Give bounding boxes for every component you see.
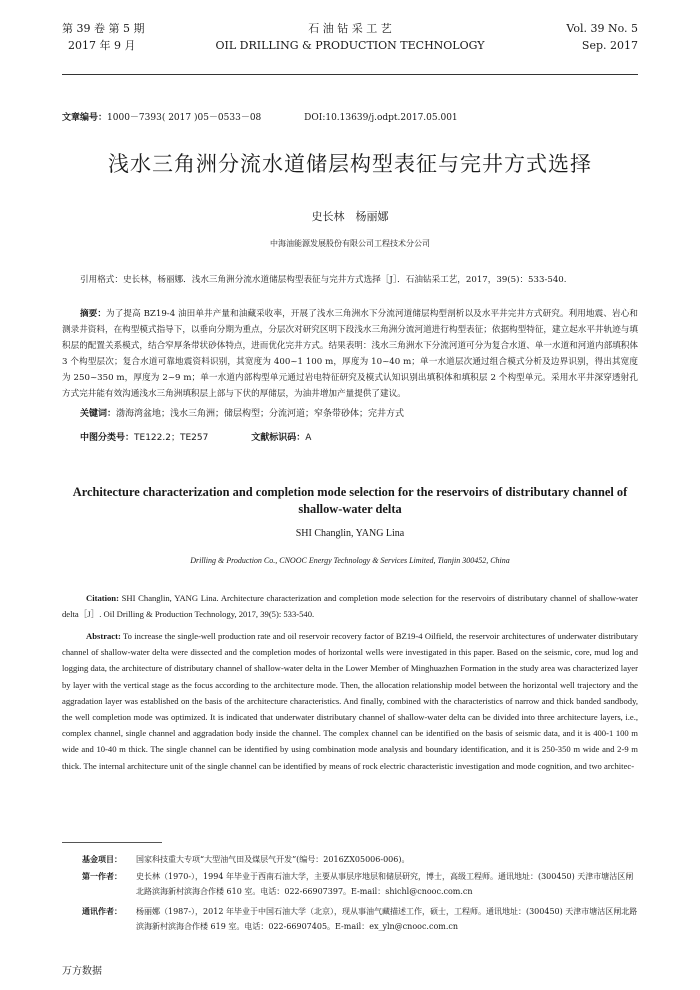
affiliation-cn: 中海油能源发展股份有限公司工程技术分公司 <box>270 239 430 248</box>
article-no-label: 文章编号： <box>62 113 108 123</box>
keywords-cn-text: 渤海湾盆地；浅水三角洲；储层构型；分流河道；窄条带砂体；完井方式 <box>116 409 405 419</box>
classification-cn <box>80 430 638 446</box>
abstract-en-text: To increase the single-well production rate and oil reservoir recovery factor of BZ19-4 Oilfield, the reservoir architectures of underwater distributary channel of shallow-water delta were dissected and the completion modes of horizontal wells were investigated in this paper. Based on the seismic, core, mud log and logging data, the architecture of distributary channel of shallow-water delta in the Lower Member of Minghuazhen Formation in the study area was characterized layer by layer with the vertical stage as the focus according to the architecture mode. Then, the allocation relationship model between the horizontal well trajectory and the aggradation layer was established on the basis of the architecture characteristics. And finally, combined with the characteristics of narrow and thick banded sandbody, the well completion mode was optimized. It is indicated that underwater distributary channel of shallow-water delta can be divided into three architecture layers, i.e., complex channel, single channel and aggradation body inside the channel. The complex channel can be identified on the basis of seismic data, and it is 400-1 100 m wide and 10-40 m thick. The single channel can be identified by using combination mode analysis and boundary identification, and it is 250-350 m wide and 2-9 m thick. The internal architecture unit of the single channel can be identified by means of rock electric characteristic investigation and mode cognition, and two architec- <box>62 631 638 771</box>
footnote-rule <box>62 842 162 843</box>
abstract-en-label: Abstract: <box>86 631 121 641</box>
date-en: Sep. 2017 <box>581 39 638 52</box>
title-cn: 浅水三角洲分流水道储层构型表征与完井方式选择 <box>108 152 592 176</box>
abstract-cn-text: 为了提高 BZ19-4 油田单井产量和油藏采收率，开展了浅水三角洲水下分流河道储层构型剖析以及水平井完井方式研究。利用地震、岩心和测录井资料，在构型模式指导下，以垂向分期为重点，分层次对研究区明下段浅水三角洲分流河道进行构型表征；依据构型特征，建立起水平井轨迹与填积层的配置关系模式，结合窄厚条带状砂体特点，进而优化完井方式。结果表明：浅水三角洲水下分流河道可分为复合水道、单一水道和河道内部填积体 3 个构型层次；复合水道可靠地震资料识别，其宽度为 400~1 100 m，厚度为 10~40 m；单一水道层次通过组合模式分析及边界识别，得出其宽度为 250~350 m，厚度为 2~9 m；单一水道内部构型单元通过岩电特征研究及模式认知识别出填积体和填积层 2 个构型单元。采用水平井深穿透射孔方式完井能有效沟通浅水三角洲填积层上部与下伏的厚储层，为油井增加产量提供了建议。 <box>62 309 638 399</box>
abstract-cn <box>62 306 638 402</box>
first-author-label: 第一作者： <box>82 872 122 881</box>
citation-en-text: SHI Changlin, YANG Lina. Architecture characterization and completion mode selection for the reservoirs of distributary channel of shallow-water delta［J］. Oil Drilling & Production Technology, 2017, 39(5): 533-540. <box>62 593 638 620</box>
first-author-text: 史长林（1970-），1994 年毕业于西南石油大学，主要从事层序地层和储层研究，博士，高级工程师。通讯地址：(300450) 天津市塘沽区闸北路滨海新村滨海合作楼 610 室。电话：022-66907397。E-mail：shichl@cnooc.com.cn <box>136 872 634 896</box>
doc-code-label: 文献标识码： <box>251 433 306 443</box>
header-right <box>566 20 638 54</box>
header-rule <box>62 74 638 75</box>
corresponding-author-text: 杨丽娜（1987-），2012 年毕业于中国石油大学（北京），现从事油气藏描述工作，硕士，工程师。通讯地址：(300450) 天津市塘沽区闸北路滨海新村滨海合作楼 619 室。电话：022-66907405。E-mail：ex_yln@cnooc.com.cn <box>136 907 638 931</box>
authors-en: SHI Changlin, YANG Lina <box>295 528 405 539</box>
wanfang-watermark: 万方数据 <box>62 966 102 977</box>
abstract-cn-label: 摘要： <box>80 309 107 319</box>
citation-cn-text: 史长林，杨丽娜．浅水三角洲分流水道储层构型表征与完井方式选择［J］．石油钻采工艺，2017，39(5)：533-540. <box>122 275 567 285</box>
doi[interactable]: DOI:10.13639/j.odpt.2017.05.001 <box>304 113 458 123</box>
citation-cn <box>62 272 638 288</box>
footnote-fund <box>82 852 638 867</box>
header-center <box>62 20 638 54</box>
keywords-cn-label: 关键词： <box>80 409 117 419</box>
citation-cn-label: 引用格式： <box>80 275 123 285</box>
volume-cn: 第 39 卷 第 5 期 <box>62 22 145 35</box>
article-meta <box>62 110 458 123</box>
doc-code-value: A <box>305 433 312 443</box>
page-header <box>62 20 638 86</box>
footnote-corresponding-author <box>82 904 638 934</box>
citation-en-label: Citation: <box>86 593 119 603</box>
authors-cn: 史长林 杨丽娜 <box>311 210 389 223</box>
journal-name-en: OIL DRILLING & PRODUCTION TECHNOLOGY <box>215 39 485 52</box>
date-cn: 2017 年 9 月 <box>68 39 136 52</box>
fund-label: 基金项目： <box>82 855 122 864</box>
affiliation-en: Drilling & Production Co., CNOOC Energy Technology & Services Limited, Tianjin 300452, China <box>190 556 510 565</box>
clc-value: TE122.2；TE257 <box>134 433 209 443</box>
article-no: 1000－7393( 2017 )05－0533－08 <box>107 113 262 123</box>
citation-en <box>62 590 638 622</box>
title-en: Architecture characterization and completion mode selection for the reservoirs of distributary channel of shallow-water delta <box>72 485 628 516</box>
keywords-cn <box>80 406 638 422</box>
fund-text: 国家科技重大专项“大型油气田及煤层气开发”(编号：2016ZX05006-006)。 <box>136 855 410 864</box>
clc-label: 中图分类号： <box>80 433 135 443</box>
journal-name-cn: 石 油 钻 采 工 艺 <box>308 22 392 35</box>
abstract-en <box>62 628 638 774</box>
volume-en: Vol. 39 No. 5 <box>566 22 638 35</box>
corresponding-author-label: 通讯作者： <box>82 907 122 916</box>
footnote-first-author <box>82 869 638 899</box>
